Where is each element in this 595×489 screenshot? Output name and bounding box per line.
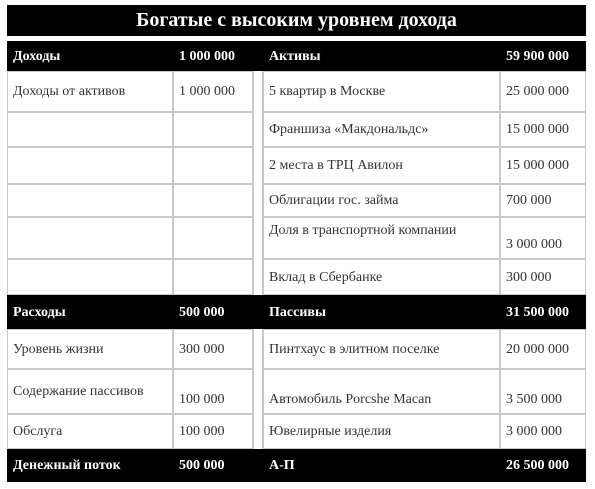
expense-row-label: Содержание пассивов [7, 369, 173, 414]
income-header-total: 1 000 000 [173, 41, 253, 71]
empty-cell [7, 259, 173, 295]
empty-cell [7, 217, 173, 259]
asset-row-value: 15 000 000 [500, 147, 586, 184]
asset-row-value: 15 000 000 [500, 112, 586, 147]
empty-cell [173, 217, 253, 259]
liability-row-label: Автомобиль Porcshe Macan [263, 369, 500, 414]
asset-row-label: Облигации гос. займа [263, 184, 500, 217]
empty-cell [7, 184, 173, 217]
empty-cell [173, 147, 253, 184]
net-worth-value: 26 500 000 [500, 449, 586, 482]
empty-cell [173, 184, 253, 217]
net-worth-label: А-П [263, 449, 500, 482]
empty-cell [7, 112, 173, 147]
cash-flow-label: Денежный поток [7, 449, 173, 482]
column-gap [253, 184, 263, 217]
empty-cell [7, 147, 173, 184]
column-gap [253, 112, 263, 147]
expense-row-label: Уровень жизни [7, 329, 173, 369]
liabilities-header-total: 31 500 000 [500, 295, 586, 329]
liability-row-value: 3 500 000 [500, 369, 586, 414]
column-gap [253, 217, 263, 259]
table-title: Богатые с высоким уровнем дохода [7, 5, 586, 36]
asset-row-label: Доля в транспортной компании [263, 217, 500, 259]
assets-header-total: 59 900 000 [500, 41, 586, 71]
asset-row-value: 25 000 000 [500, 71, 586, 112]
empty-cell [173, 112, 253, 147]
liability-row-value: 3 000 000 [500, 414, 586, 449]
income-row-value: 1 000 000 [173, 71, 253, 112]
income-header: Доходы [7, 41, 173, 71]
expense-row-label: Обслуга [7, 414, 173, 449]
expense-row-value: 100 000 [173, 414, 253, 449]
asset-row-label: 5 квартир в Москве [263, 71, 500, 112]
liabilities-header: Пассивы [263, 295, 500, 329]
expense-row-value: 300 000 [173, 329, 253, 369]
column-gap [253, 41, 263, 71]
liability-row-label: Ювелирные изделия [263, 414, 500, 449]
asset-row-label: 2 места в ТРЦ Авилон [263, 147, 500, 184]
column-gap [253, 259, 263, 295]
asset-row-value: 3 000 000 [500, 217, 586, 259]
column-gap [253, 71, 263, 112]
asset-row-label: Франшиза «Макдональдс» [263, 112, 500, 147]
column-gap [253, 449, 263, 482]
asset-row-value: 700 000 [500, 184, 586, 217]
liability-row-label: Пинтхаус в элитном поселке [263, 329, 500, 369]
assets-header: Активы [263, 41, 500, 71]
expense-row-value: 100 000 [173, 369, 253, 414]
column-gap [253, 295, 263, 329]
expenses-header: Расходы [7, 295, 173, 329]
asset-row-value: 300 000 [500, 259, 586, 295]
column-gap [253, 414, 263, 449]
empty-cell [173, 259, 253, 295]
column-gap [253, 369, 263, 414]
column-gap [253, 147, 263, 184]
column-gap [253, 329, 263, 369]
expenses-header-total: 500 000 [173, 295, 253, 329]
cash-flow-value: 500 000 [173, 449, 253, 482]
liability-row-value: 20 000 000 [500, 329, 586, 369]
asset-row-label: Вклад в Сбербанке [263, 259, 500, 295]
income-row-label: Доходы от активов [7, 71, 173, 112]
